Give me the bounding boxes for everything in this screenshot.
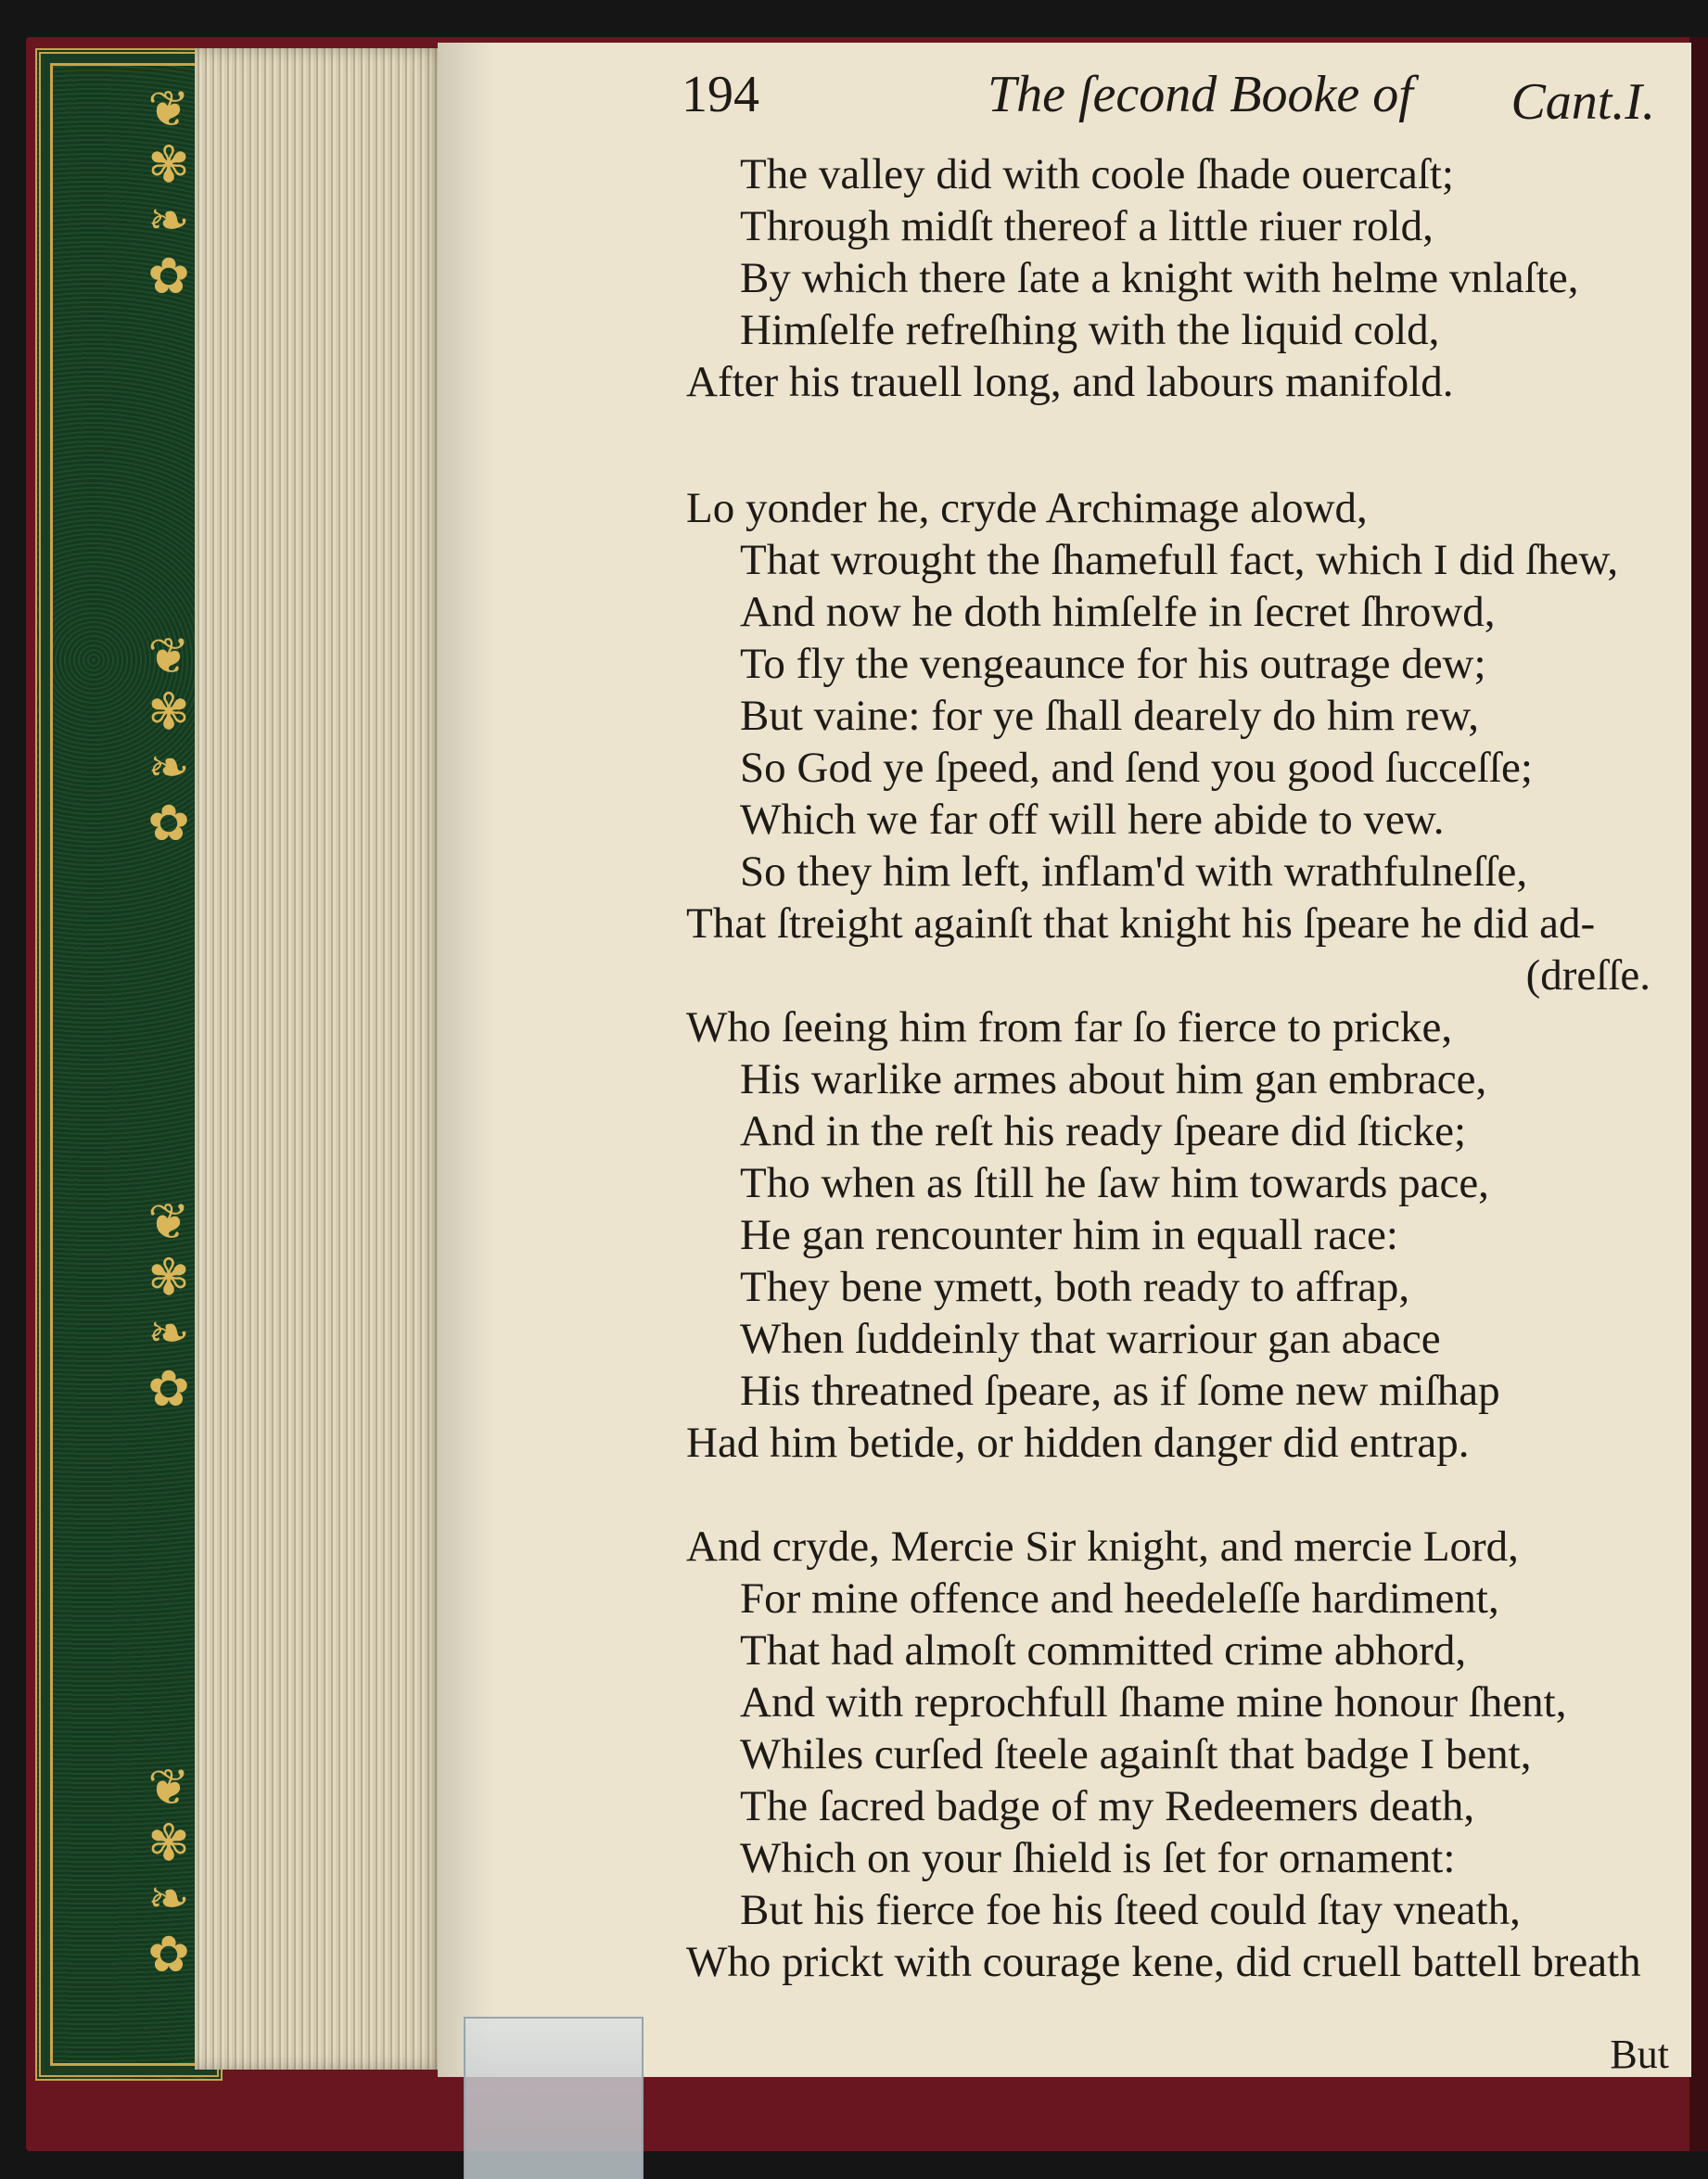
verse-line: And with reprochfull ſhame mine honour ſhent, (740, 1678, 1567, 1727)
verse-line: His threatned ſpeare, as if ſome new miſhap (740, 1367, 1500, 1415)
verse-line: That ſtreight againſt that knight his ſpeare he did ad- (686, 899, 1596, 948)
page-edges (195, 48, 445, 2070)
verse-line: But his fierce foe his ſteed could ſtay vneath, (740, 1886, 1521, 1934)
verse-line: Whiles curſed ſteele againſt that badge I bent, (740, 1730, 1532, 1778)
verse-line: The valley did with coole ſhade ouercaſt; (740, 150, 1454, 198)
verse-line: So they him left, inflam'd with wrathfulneſſe, (740, 847, 1528, 896)
verse-line: The ſacred badge of my Redeemers death, (740, 1782, 1475, 1830)
verse-line: And now he doth himſelfe in ſecret ſhrowd, (740, 588, 1496, 636)
verse-line: For mine offence and heedeleſſe hardiment, (740, 1574, 1499, 1623)
page-clip (464, 2017, 644, 2179)
verse-line: After his trauell long, and labours manifold. (686, 358, 1454, 406)
verse-line: To fly the vengeaunce for his outrage dew; (740, 640, 1486, 688)
verse-line: And in the reſt his ready ſpeare did ſticke; (740, 1107, 1467, 1155)
verse-line: Had him betide, or hidden danger did entrap. (686, 1419, 1470, 1467)
verse-line: Tho when as ſtill he ſaw him towards pace, (740, 1159, 1489, 1207)
page-number: 194 (682, 66, 759, 123)
verse-line: Which we far off will here abide to vew. (740, 796, 1445, 844)
verse-line: His warlike armes about him gan embrace, (740, 1055, 1487, 1103)
canto-label: Cant.I. (1510, 73, 1655, 131)
running-title: The ſecond Booke of (988, 66, 1413, 123)
verse-line: But vaine: for ye ſhall dearely do him rew, (740, 692, 1480, 740)
stanza (686, 1521, 1669, 1988)
catchword: But (1610, 2032, 1669, 2077)
verse-line: Himſelfe refreſhing with the liquid cold, (740, 306, 1440, 354)
page-header (682, 65, 1655, 139)
stanza (686, 1001, 1669, 1469)
gilt-ornament-icon: ❦ ✾ ❧ ✿ (147, 1760, 190, 1982)
verse-line: Lo yonder he, cryde Archimage alowd, (686, 484, 1368, 532)
verse-line: Which on your ſhield is ſet for ornament: (740, 1834, 1456, 1882)
verse-line: Who prickt with courage kene, did cruell battell breath (686, 1938, 1641, 1986)
verse-line: They bene ymett, both ready to affrap, (740, 1263, 1410, 1311)
verse-line: And cryde, Mercie Sir knight, and mercie Lord, (686, 1523, 1519, 1571)
gilt-ornament-icon: ❦ ✾ ❧ ✿ (147, 629, 190, 851)
verse-line: By which there ſate a knight with helme vnlaſte, (740, 254, 1579, 302)
cover-edge (1689, 37, 1708, 2151)
verse-line: (dreſſe. (1525, 951, 1651, 1000)
verse-line: Who ſeeing him from far ſo fierce to pricke, (686, 1003, 1453, 1051)
verse-line: When ſuddeinly that warriour gan abace (740, 1315, 1441, 1363)
stanza (686, 482, 1669, 1001)
verse-line: So God ye ſpeed, and ſend you good ſucceſſe; (740, 744, 1533, 792)
verse-line: That had almoſt committed crime abhord, (740, 1626, 1467, 1675)
stanza (686, 148, 1669, 408)
gilt-ornament-icon: ❦ ✾ ❧ ✿ (147, 1194, 190, 1417)
verse-line: He gan rencounter him in equall race: (740, 1211, 1398, 1259)
verse-line: That wrought the ſhamefull fact, which I did ſhew, (740, 536, 1619, 584)
verse-line: Through midſt thereof a little riuer rold, (740, 202, 1434, 250)
gilt-ornament-icon: ❦ ✾ ❧ ✿ (147, 82, 190, 304)
